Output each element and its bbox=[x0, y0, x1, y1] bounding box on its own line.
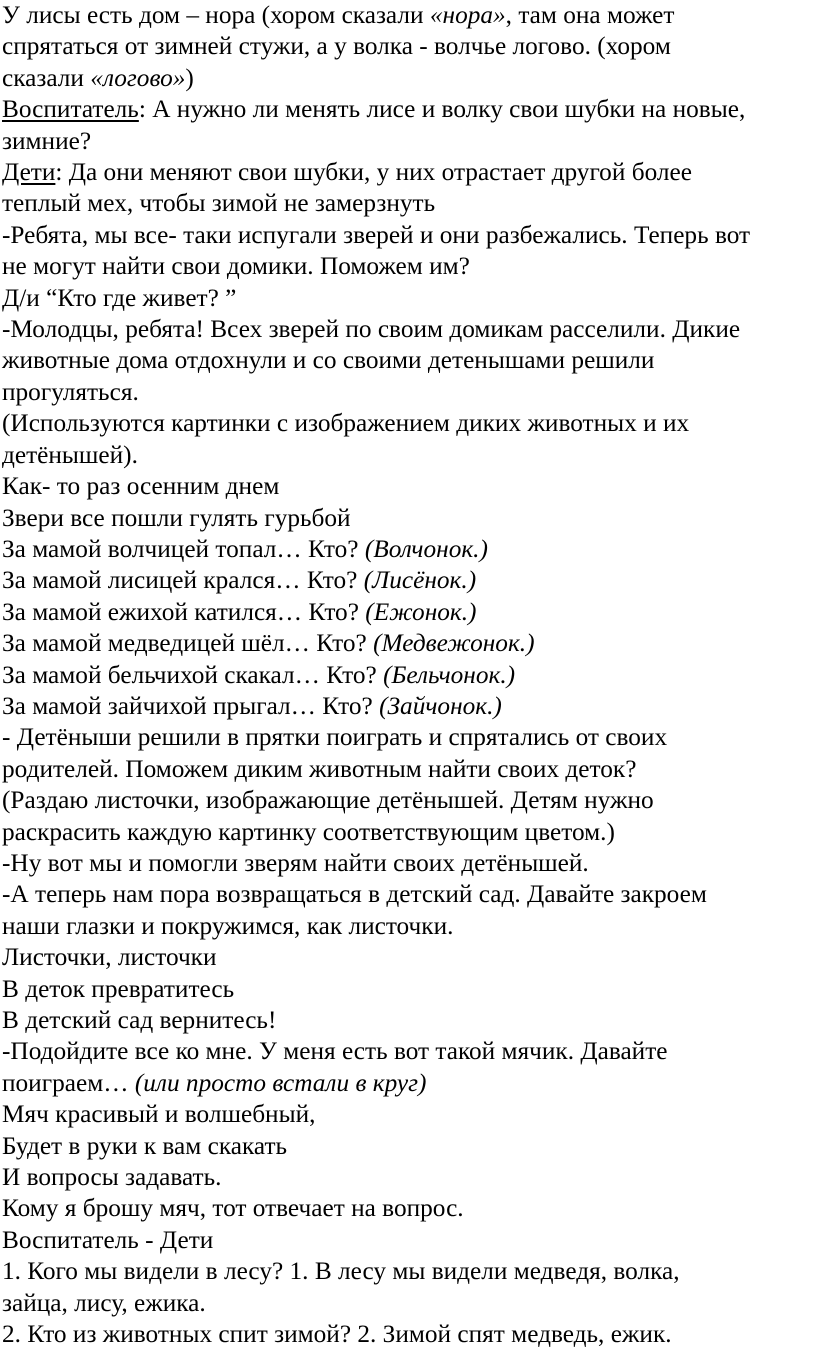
text-line: спрятаться от зимней стужи, а у волка - волчье логово. (хором bbox=[2, 32, 671, 61]
text-line: зимние? bbox=[2, 126, 92, 155]
poem-line: За мамой медведицей шёл… Кто? (Медвежонок.) bbox=[2, 629, 535, 658]
text-line: наши глазки и покружимся, как листочки. bbox=[2, 911, 454, 940]
text-line: -Молодцы, ребята! Всех зверей по своим домикам расселили. Дикие bbox=[2, 315, 741, 344]
italic-answer: (Медвежонок.) bbox=[373, 629, 535, 658]
text-line: детёнышей). bbox=[2, 440, 138, 469]
text-line: -Ну вот мы и помогли зверям найти своих детёнышей. bbox=[2, 848, 589, 877]
text-line: сказали «логово») bbox=[2, 63, 194, 92]
poem-line: За мамой волчицей топал… Кто? (Волчонок.) bbox=[2, 534, 488, 563]
speaker-teacher: Воспитатель bbox=[2, 95, 139, 124]
text-line: раскрасить каждую картинку соответствующим цветом.) bbox=[2, 817, 615, 846]
poem-line: Как- то раз осенним днем bbox=[2, 472, 280, 501]
italic-answer: (Волчонок.) bbox=[364, 534, 488, 563]
text-line: - Детёныши решили в прятки поиграть и спрятались от своих bbox=[2, 723, 668, 752]
game-title: Д/и “Кто где живет? ” bbox=[2, 283, 237, 312]
italic-answer: (Зайчонок.) bbox=[379, 691, 502, 720]
text-line: -Ребята, мы все- таки испугали зверей и они разбежались. Теперь вот bbox=[2, 220, 751, 249]
question-line: 2. Кто из животных спит зимой? 2. Зимой спят медведь, ежик. bbox=[2, 1320, 672, 1349]
question-line: зайца, лису, ежика. bbox=[2, 1288, 206, 1317]
poem-line: И вопросы задавать. bbox=[2, 1163, 222, 1192]
speaker-children: Дети bbox=[2, 158, 56, 187]
italic-answer: «логово» bbox=[90, 63, 186, 92]
dialogue-header: Воспитатель - Дети bbox=[2, 1225, 214, 1254]
poem-line: За мамой зайчихой прыгал… Кто? (Зайчонок.) bbox=[2, 691, 502, 720]
question-line: 1. Кого мы видели в лесу? 1. В лесу мы видели медведя, волка, bbox=[2, 1257, 680, 1286]
text-line: Кому я брошу мяч, тот отвечает на вопрос. bbox=[2, 1194, 464, 1223]
text-line: У лисы есть дом – нора (хором сказали «нора», там она может bbox=[2, 1, 675, 29]
text-line: -Подойдите все ко мне. У меня есть вот такой мячик. Давайте bbox=[2, 1037, 668, 1066]
text-line: (Используются картинки с изображением диких животных и их bbox=[2, 409, 690, 438]
poem-line: В деток превратитесь bbox=[2, 974, 235, 1003]
italic-answer: «нора» bbox=[429, 1, 506, 29]
poem-line: Будет в руки к вам скакать bbox=[2, 1131, 288, 1160]
poem-line: Мяч красивый и волшебный, bbox=[2, 1100, 316, 1129]
poem-line: Листочки, листочки bbox=[2, 943, 217, 972]
italic-answer: (Ежонок.) bbox=[365, 597, 477, 626]
text-line: поиграем… (или просто встали в круг) bbox=[2, 1068, 427, 1097]
text-line: не могут найти свои домики. Поможем им? bbox=[2, 252, 470, 281]
poem-line: В детский сад вернитесь! bbox=[2, 1006, 277, 1034]
poem-line: За мамой ежихой катился… Кто? (Ежонок.) bbox=[2, 597, 477, 626]
speaker-line: Воспитатель: А нужно ли менять лисе и волку свои шубки на новые, bbox=[2, 95, 746, 124]
text-line: теплый мех, чтобы зимой не замерзнуть bbox=[2, 189, 436, 218]
text-line: прогуляться. bbox=[2, 377, 139, 406]
text-line: (Раздаю листочки, изображающие детёнышей. Детям нужно bbox=[2, 786, 654, 815]
italic-answer: (Бельчонок.) bbox=[383, 660, 516, 689]
poem-line: За мамой бельчихой скакал… Кто? (Бельчонок.) bbox=[2, 660, 516, 689]
poem-line: Звери все пошли гулять гурьбой bbox=[2, 503, 351, 532]
speaker-line: Дети: Да они меняют свои шубки, у них отрастает другой более bbox=[2, 158, 692, 187]
text-line: родителей. Поможем диким животным найти своих деток? bbox=[2, 754, 637, 783]
italic-answer: (Лисёнок.) bbox=[363, 566, 477, 595]
text-line: -А теперь нам пора возвращаться в детский сад. Давайте закроем bbox=[2, 880, 707, 909]
italic-note: (или просто встали в круг) bbox=[134, 1068, 427, 1097]
poem-line: За мамой лисицей крался… Кто? (Лисёнок.) bbox=[2, 566, 477, 595]
text-line: животные дома отдохнули и со своими детенышами решили bbox=[2, 346, 655, 375]
